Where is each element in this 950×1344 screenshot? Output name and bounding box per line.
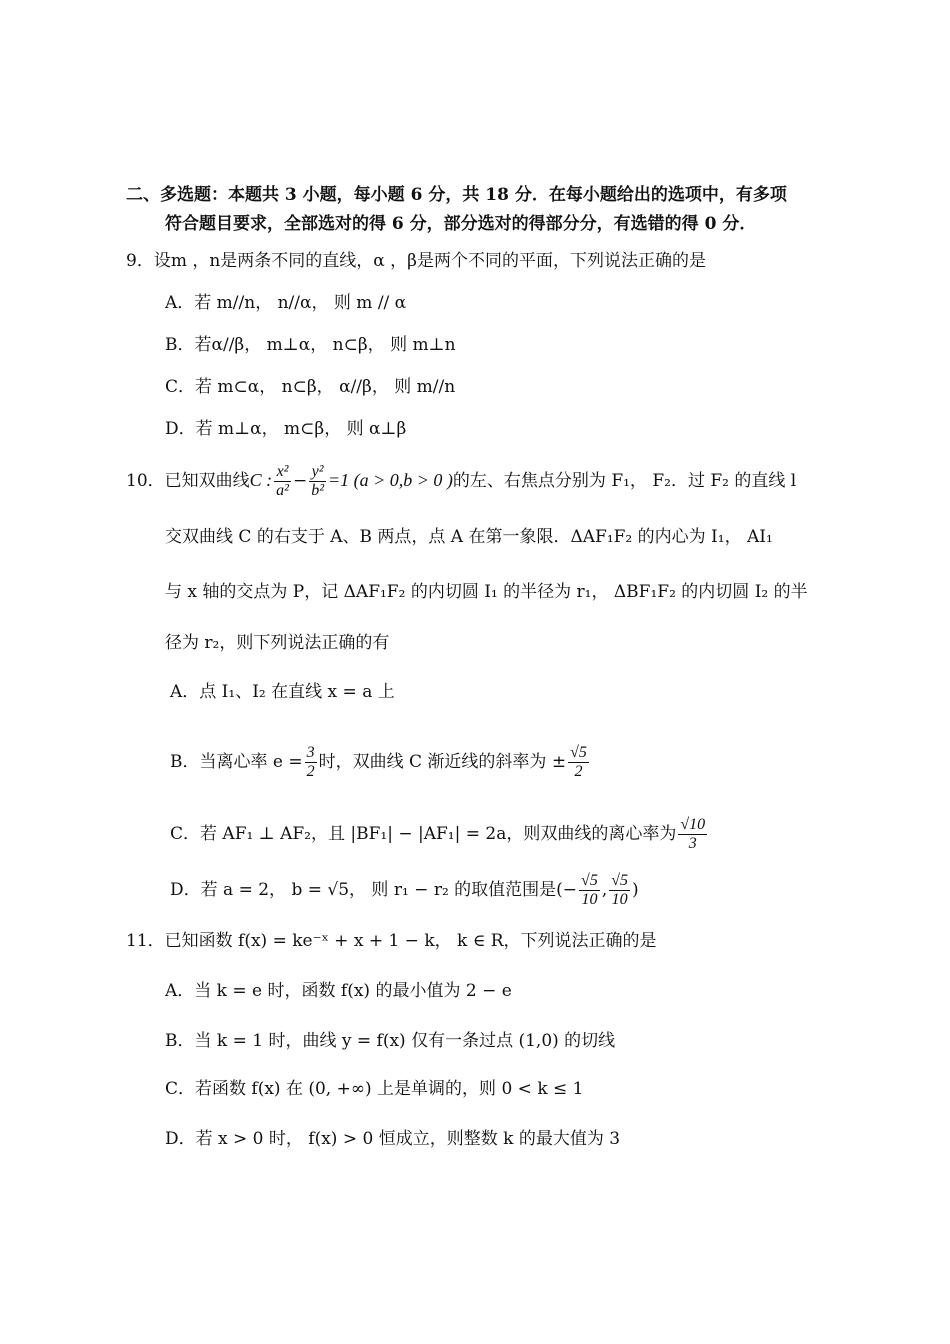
q11-option-d: D．若 x > 0 时， f(x) > 0 恒成立，则整数 k 的最大值为 3 (165, 1129, 621, 1149)
q10-option-a: A．点 I₁、I₂ 在直线 x = a 上 (170, 682, 395, 702)
q10-d-fraction1 (579, 872, 600, 909)
q11-option-a: A．当 k = e 时，函数 f(x) 的最小值为 2 − e (165, 981, 512, 1001)
q10-line4: 径为 r₂，则下列说法正确的有 (165, 633, 390, 653)
q10-d-den1: 10 (581, 891, 598, 908)
q10-c-den: 3 (688, 835, 697, 852)
q10-d-den2: 10 (611, 891, 628, 908)
q10-d-prefix: D．若 a = 2， b = √5， 则 r₁ − r₂ 的取值范围是(− (170, 880, 578, 900)
q9-option-c: C．若 m⊂α， n⊂β， α//β， 则 m//n (165, 377, 456, 397)
q9-option-b: B．若α//β， m⊥α， n⊂β， 则 m⊥n (165, 335, 456, 355)
q10-fraction-x (274, 463, 291, 500)
section-header-line2: 符合题目要求，全部选对的得 6 分，部分选对的得部分分，有选错的得 0 分． (165, 214, 757, 234)
q10-b-fraction (305, 744, 317, 781)
q10-option-d (170, 866, 639, 914)
q10-d-separator: , (601, 880, 608, 900)
q10-stem-prefix: 10．已知双曲线 (126, 471, 250, 491)
q10-b-fraction2 (568, 744, 589, 781)
q9-stem: 9．设m ，n是两条不同的直线，α ，β是两个不同的平面，下列说法正确的是 (126, 251, 706, 271)
q10-frac-x-num: x² (274, 463, 291, 482)
q10-b-prefix: B．当离心率 e = (170, 752, 303, 772)
q10-b-den: 2 (306, 763, 315, 780)
q10-d-num1: √5 (581, 872, 598, 889)
q9-option-d: D．若 m⊥α， m⊂β， 则 α⊥β (165, 419, 407, 439)
q10-frac-x-den: a² (276, 482, 289, 499)
q10-option-b (170, 738, 591, 786)
q10-b-den2: 2 (574, 763, 583, 780)
q11-option-b: B．当 k = 1 时，曲线 y = f(x) 仅有一条过点 (1,0) 的切线 (165, 1031, 616, 1051)
q10-d-num2: √5 (611, 872, 629, 889)
q10-line2: 交双曲线 C 的右支于 A、B 两点，点 A 在第一象限．ΔAF₁F₂ 的内心为 I₁， AI₁ (165, 527, 773, 547)
q10-d-fraction2 (609, 872, 630, 909)
q10-c-prefix: C．若 AF₁ ⊥ AF₂，且 |BF₁| − |AF₁| = 2a，则双曲线的离心率为 (170, 824, 677, 844)
q11-option-c: C．若函数 f(x) 在 (0, +∞) 上是单调的，则 0 < k ≤ 1 (165, 1079, 584, 1099)
q10-b-num2: √5 (570, 744, 587, 761)
q10-c-fraction (678, 816, 707, 853)
q10-option-c (170, 810, 709, 858)
q10-fraction-y (309, 463, 326, 500)
q10-frac-y-num: y² (309, 463, 326, 482)
q9-option-a: A．若 m//n， n//α， 则 m // α (165, 293, 407, 313)
section-header-line1: 二、多选题：本题共 3 小题，每小题 6 分，共 18 分．在每小题给出的选项中，有多项 (126, 185, 787, 205)
q10-b-middle: 时，双曲线 C 渐近线的斜率为 ± (318, 752, 567, 772)
q10-stem-suffix: 的左、右焦点分别为 F₁， F₂．过 F₂ 的直线 l (452, 471, 797, 491)
q10-equation-tail: =1 (a > 0,b > 0 ) (327, 470, 453, 490)
q10-line3: 与 x 轴的交点为 P，记 ΔAF₁F₂ 的内切圆 I₁ 的半径为 r₁， ΔBF₁F₂ 的内切圆 I₂ 的半 (165, 582, 808, 602)
q11-stem: 11．已知函数 f(x) = ke⁻ˣ + x + 1 − k， k ∈ R，下列说法正确的是 (126, 931, 657, 951)
q10-d-end: ) (632, 880, 639, 900)
q10-curve-name: C : (249, 470, 273, 490)
q10-c-num: √10 (680, 816, 706, 833)
q10-frac-y-den: b² (311, 482, 324, 499)
q10-b-num: 3 (306, 744, 315, 761)
q10-stem: 10．已知双曲线C : $\frac{\text{x²}}{\text{a²}}$ − $\frac{\text{y²}}{\text{b²}}$ =1 (a > 0,b > 0 )的左、右焦点分别为 F₁， F₂．过 F₂ 的直线 l (126, 463, 797, 499)
